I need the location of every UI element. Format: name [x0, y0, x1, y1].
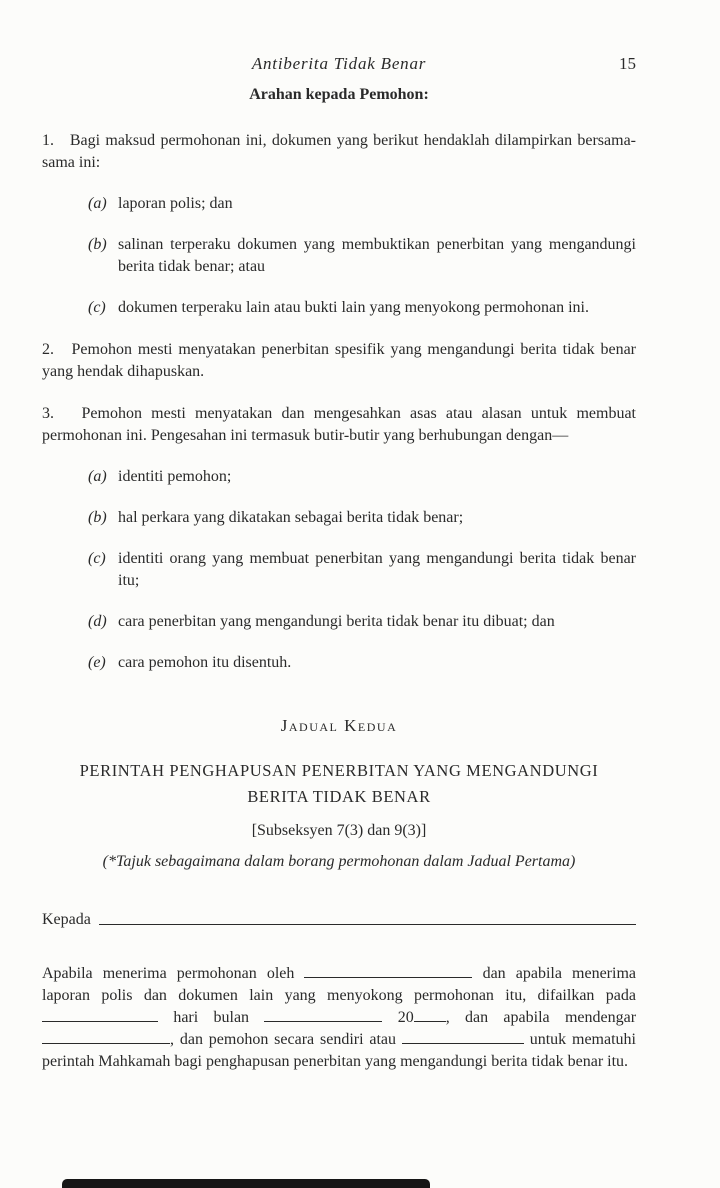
closing-text: hari bulan	[158, 1009, 265, 1026]
list-item-marker: (c)	[88, 299, 106, 316]
blank-line	[402, 1042, 524, 1044]
list-documents	[42, 193, 636, 319]
list-particulars	[42, 466, 636, 674]
closing-text: Apabila menerima permohonan oleh	[42, 965, 305, 982]
addressee-line	[42, 911, 636, 929]
list-item	[42, 652, 636, 674]
list-item-text: dokumen terperaku lain atau bukti lain yang menyokong permohonan ini.	[118, 299, 589, 316]
list-item-text: cara pemohon itu disentuh.	[118, 654, 292, 671]
paragraph-1: 1. Bagi maksud permohonan ini, dokumen yang berikut hendaklah dilampirkan bersama-sama ini:	[42, 132, 636, 171]
page-header	[42, 54, 636, 74]
list-item	[42, 193, 636, 215]
blank-line	[264, 1020, 382, 1022]
list-item-text: salinan terperaku dokumen yang membuktikan penerbitan yang mengandungi berita tidak benar; atau	[118, 236, 636, 275]
list-item-text: hal perkara yang dikatakan sebagai berita tidak benar;	[118, 509, 464, 526]
closing-paragraph	[42, 963, 636, 1073]
list-item-text: identiti orang yang membuat penerbitan yang mengandungi berita tidak benar itu;	[118, 550, 636, 589]
title-note: (*Tajuk sebagaimana dalam borang permohonan dalam Jadual Pertama)	[102, 853, 576, 870]
list-item	[42, 548, 636, 592]
list-item-marker: (b)	[88, 236, 107, 253]
page-number: 15	[619, 54, 636, 73]
blank-line	[99, 924, 636, 925]
blank-line	[42, 1020, 158, 1022]
list-item	[42, 297, 636, 319]
closing-text: , dan apabila mendengar	[445, 1009, 637, 1026]
closing-text: 20	[382, 1009, 414, 1026]
scan-edge-artifact	[62, 1179, 430, 1188]
list-item	[42, 507, 636, 529]
list-item-marker: (b)	[88, 509, 107, 526]
closing-text: untuk mematuhi perintah Mahkamah bagi penghapusan penerbitan yang mengandungi berita tidak benar itu.	[42, 1031, 636, 1070]
list-item-marker: (c)	[88, 550, 106, 567]
closing-text: , dan pemohon secara sendiri atau	[170, 1031, 402, 1048]
instructions-heading: Arahan kepada Pemohon:	[249, 86, 429, 103]
list-item-marker: (d)	[88, 613, 107, 630]
closing-text: dan apabila menerima laporan polis dan dokumen lain yang menyokong permohonan itu, difailkan pada	[42, 965, 637, 1004]
schedule-title-line1: PERINTAH PENGHAPUSAN PENERBITAN YANG MENGANDUNGI	[79, 761, 599, 780]
schedule-title-line2: BERITA TIDAK BENAR	[247, 787, 431, 806]
list-item-text: laporan polis; dan	[118, 195, 233, 212]
blank-line	[42, 1042, 170, 1044]
paragraph-2: 2. Pemohon mesti menyatakan penerbitan spesifik yang mengandungi berita tidak benar yang hendak dihapuskan.	[42, 341, 636, 380]
list-item-marker: (a)	[88, 195, 107, 212]
subsection-reference: [Subseksyen 7(3) dan 9(3)]	[251, 822, 427, 839]
list-item-text: cara penerbitan yang mengandungi berita tidak benar itu dibuat; dan	[118, 613, 555, 630]
schedule-title	[42, 758, 636, 810]
addressee-label: Kepada	[42, 911, 91, 928]
blank-line	[304, 976, 472, 978]
paragraph-3: 3. Pemohon mesti menyatakan dan mengesahkan asas atau alasan untuk membuat permohonan ini. Pengesahan ini termasuk butir-butir yang berhubungan dengan—	[42, 405, 636, 444]
list-item-marker: (a)	[88, 468, 107, 485]
blank-line	[414, 1020, 446, 1022]
list-item	[42, 234, 636, 278]
list-item	[42, 466, 636, 488]
schedule-heading: Jadual Kedua	[280, 716, 398, 735]
list-item-marker: (e)	[88, 654, 106, 671]
list-item	[42, 611, 636, 633]
list-item-text: identiti pemohon;	[118, 468, 232, 485]
running-title: Antiberita Tidak Benar	[251, 54, 427, 73]
